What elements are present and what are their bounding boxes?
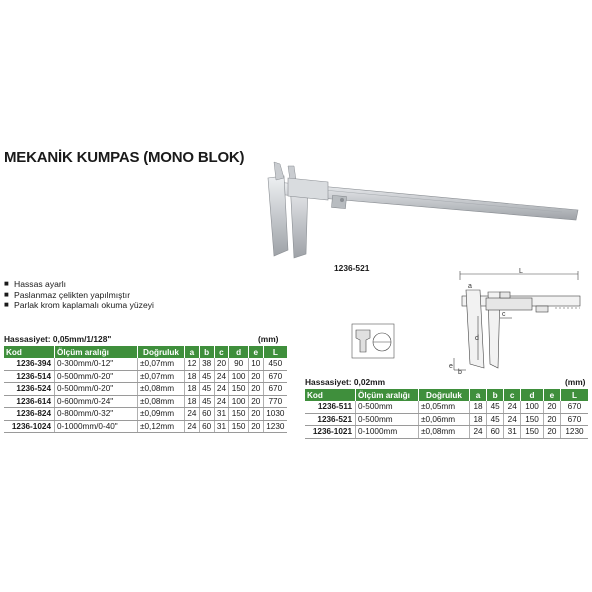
table-cell: 150 [521,413,544,426]
col-header-l: L [263,346,287,358]
table-row [305,401,588,413]
table1-precision: Hassasiyet: 0,05mm/1/128" [4,334,112,344]
table-cell: 1236-394 [4,358,55,370]
table-cell: 20 [248,395,263,408]
table-cell: 38 [199,358,214,370]
col-header-d: d [229,346,249,358]
table-cell: 31 [214,420,229,433]
caliper-photo [262,160,580,260]
table-cell: 24 [185,408,200,421]
table1-unit: (mm) [258,334,279,344]
table-cell: 1236-524 [4,383,55,396]
table-cell: 45 [199,383,214,396]
feature-item: ■ Hassas ayarlı [4,279,67,289]
table-cell: 0-600mm/0-24" [55,395,138,408]
feature-item: ■ Paslanmaz çelikten yapılmıştır [4,289,131,300]
table-cell: 100 [521,401,544,413]
table-row [4,408,287,421]
table-cell: ±0,07mm [138,370,185,383]
table-cell: 24 [504,401,521,413]
table-cell: 450 [263,358,287,370]
table-header-row [4,346,287,358]
table-cell: 20 [543,401,560,413]
table-row [4,370,287,383]
table-cell: 60 [487,426,504,439]
table-row [4,358,287,370]
table-cell: 0-800mm/0-32" [55,408,138,421]
table-cell: ±0,12mm [138,420,185,433]
table-cell: ±0,08mm [138,395,185,408]
table-cell: 1236-614 [4,395,55,408]
spec-table-2 [305,389,588,439]
col-header-range: Ölçüm aralığı [55,346,138,358]
table-cell: 150 [229,420,249,433]
table-cell: 24 [214,395,229,408]
table-cell: 20 [543,413,560,426]
col-header-accuracy: Doğruluk [419,389,470,401]
col-header-c: c [214,346,229,358]
feature-item: ■ Parlak krom kaplamalı okuma yüzeyi [4,300,154,311]
table-cell: 0-300mm/0-12" [55,358,138,370]
dim-label-b: b [458,369,462,374]
table-cell: 1236-514 [4,370,55,383]
table-cell: 0-500mm/0-20" [55,370,138,383]
table-cell: 100 [229,370,249,383]
table-cell: 45 [487,413,504,426]
table-cell: 31 [504,426,521,439]
table-cell: 150 [229,408,249,421]
table-cell: 20 [248,408,263,421]
table-cell: 670 [560,413,588,426]
table-cell: 24 [214,383,229,396]
table-cell: 60 [199,408,214,421]
table-cell: 20 [248,370,263,383]
col-header-b: b [487,389,504,401]
dim-label-e: e [449,363,453,370]
table-cell: 18 [185,370,200,383]
col-header-e: e [248,346,263,358]
col-header-e: e [543,389,560,401]
table-cell: 1230 [263,420,287,433]
table-row [305,426,588,439]
table-cell: 150 [521,426,544,439]
table-cell: 1236-511 [305,401,356,413]
table-cell: 31 [214,408,229,421]
table-cell: ±0,08mm [138,383,185,396]
table-cell: 100 [229,395,249,408]
table-cell: 670 [560,401,588,413]
spec-table-1 [4,346,287,433]
col-header-a: a [185,346,200,358]
table-cell: 770 [263,395,287,408]
col-header-a: a [470,389,487,401]
table2-precision: Hassasiyet: 0,02mm [305,377,386,387]
table-cell: 150 [229,383,249,396]
page-title: MEKANİK KUMPAS (MONO BLOK) [4,149,245,166]
col-header-code: Kod [4,346,55,358]
table-cell: 12 [185,358,200,370]
table-cell: 0-500mm/0-20" [55,383,138,396]
col-header-b: b [199,346,214,358]
table-cell: ±0,07mm [138,358,185,370]
table-cell: 18 [470,413,487,426]
table-cell: 18 [185,383,200,396]
table-cell: 670 [263,383,287,396]
table-cell: 1236-824 [4,408,55,421]
table-cell: 45 [199,370,214,383]
col-header-d: d [521,389,544,401]
table-cell: 60 [199,420,214,433]
table-cell: 20 [214,358,229,370]
col-header-c: c [504,389,521,401]
table2-unit: (mm) [565,377,586,387]
table-cell: 18 [470,401,487,413]
feature-list [4,279,154,311]
dim-label-l: L [519,268,523,275]
table-cell: 1030 [263,408,287,421]
dim-label-a: a [468,283,472,290]
technical-drawing [350,268,586,374]
col-header-code: Kod [305,389,356,401]
table-row [305,413,588,426]
table-cell: ±0,05mm [419,401,470,413]
table-cell: 90 [229,358,249,370]
table-cell: 45 [487,401,504,413]
dim-label-d: d [475,335,479,342]
product-caption: 1236-521 [334,263,370,273]
table-cell: 24 [214,370,229,383]
table-cell: ±0,06mm [419,413,470,426]
table-cell: 1236-521 [305,413,356,426]
col-header-accuracy: Doğruluk [138,346,185,358]
table-row [4,395,287,408]
table-cell: 1236-1024 [4,420,55,433]
table-cell: 45 [199,395,214,408]
table-row [4,420,287,433]
table-cell: ±0,08mm [419,426,470,439]
dim-label-c: c [502,311,506,318]
table-cell: 18 [185,395,200,408]
table-cell: 0-1000mm/0-40" [55,420,138,433]
table-cell: 10 [248,358,263,370]
table-cell: ±0,09mm [138,408,185,421]
table-cell: 24 [185,420,200,433]
table-cell: 24 [504,413,521,426]
table-cell: 1230 [560,426,588,439]
table-header-row [305,389,588,401]
col-header-range: Ölçüm aralığı [356,389,419,401]
table-row [4,383,287,396]
table-cell: 20 [248,420,263,433]
table-cell: 24 [470,426,487,439]
col-header-l: L [560,389,588,401]
table-cell: 0-1000mm [356,426,419,439]
table-cell: 670 [263,370,287,383]
table-cell: 0-500mm [356,401,419,413]
table-cell: 0-500mm [356,413,419,426]
table-cell: 20 [543,426,560,439]
table-cell: 1236-1021 [305,426,356,439]
table-cell: 20 [248,383,263,396]
